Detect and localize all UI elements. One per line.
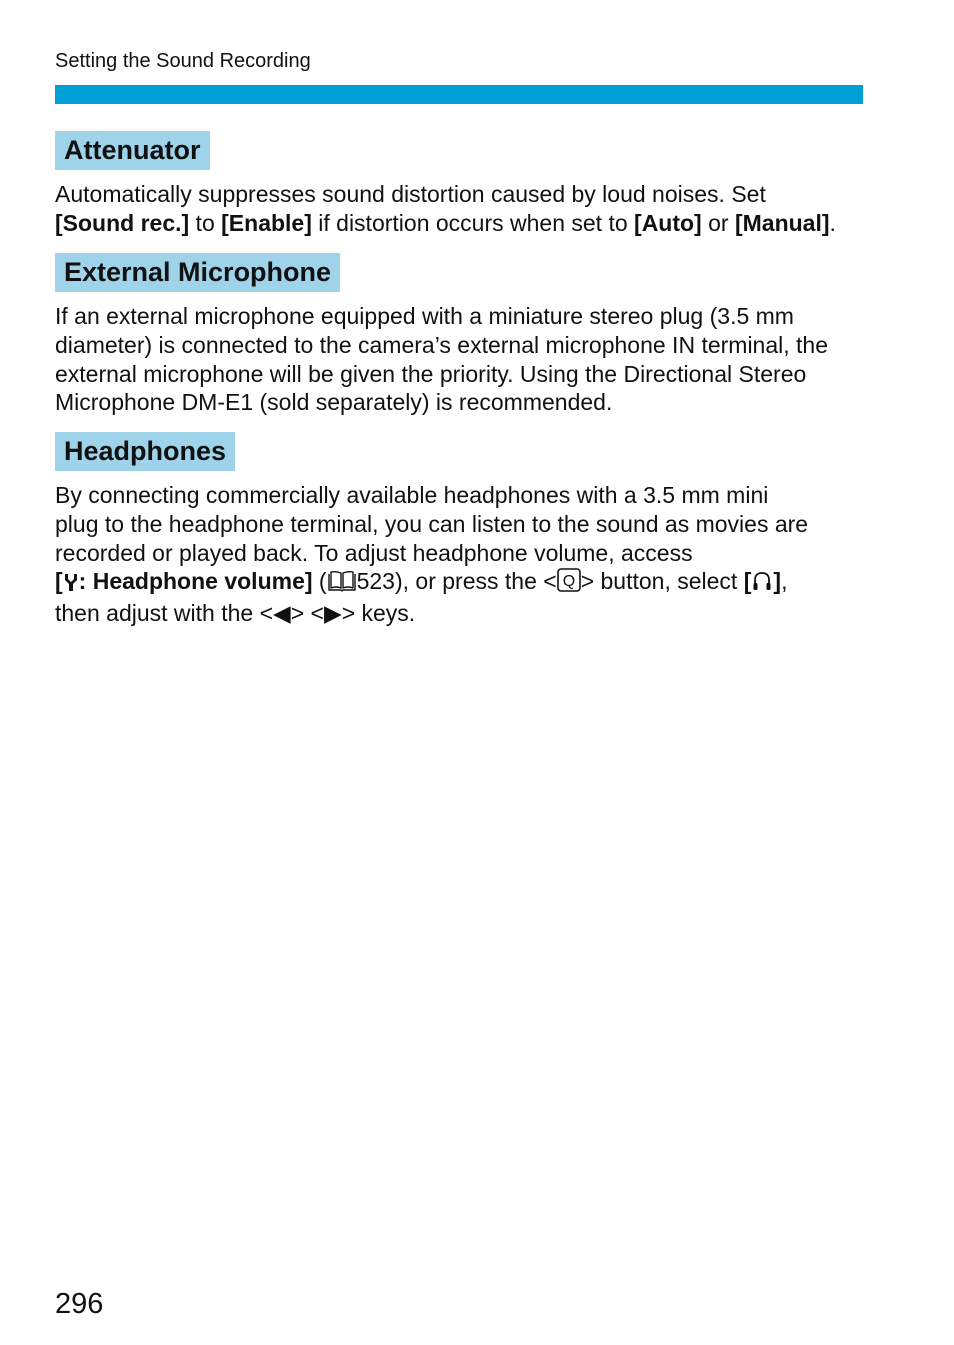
sound-rec-setting: [Sound rec.] bbox=[55, 209, 190, 236]
bracket-open: [ bbox=[55, 568, 63, 595]
book-icon bbox=[327, 570, 357, 599]
ext-mic-line-3: external microphone will be given the priority. Using the Directional Stereo bbox=[55, 360, 807, 387]
headphone-icon bbox=[751, 570, 773, 599]
text-keys: > keys. bbox=[341, 600, 416, 627]
headphone-volume-setting: : Headphone volume] bbox=[78, 568, 313, 595]
ext-mic-line-1: If an external microphone equipped with a miniature stereo plug (3.5 mm bbox=[55, 303, 794, 329]
bracket-open-2: [ bbox=[743, 568, 752, 595]
text-press: ), or press the < bbox=[394, 568, 557, 595]
section-heading-attenuator: Attenuator bbox=[55, 131, 210, 170]
right-arrow-icon: ▶ bbox=[323, 600, 342, 627]
text-or: or bbox=[701, 209, 735, 236]
attenuator-paragraph bbox=[55, 180, 875, 238]
wrench-icon bbox=[63, 570, 79, 599]
section-heading-headphones: Headphones bbox=[55, 432, 235, 471]
section-heading-external-microphone: External Microphone bbox=[55, 253, 340, 292]
left-arrow-icon: ◀ bbox=[273, 600, 291, 627]
text-period: . bbox=[829, 209, 836, 236]
headphones-line-1: By connecting commercially available headphones with a 3.5 mm mini bbox=[55, 482, 769, 508]
enable-option: [Enable] bbox=[221, 209, 312, 236]
text-between: > < bbox=[290, 600, 324, 627]
text-then: then adjust with the < bbox=[55, 600, 274, 627]
paren-open: ( bbox=[312, 568, 327, 595]
text-if: if distortion occurs when set to bbox=[311, 209, 635, 236]
text-comma: , bbox=[781, 568, 788, 595]
headphones-line-5 bbox=[55, 599, 875, 628]
header-bar bbox=[55, 85, 863, 104]
headphones-line-2: plug to the headphone terminal, you can listen to the sound as movies are bbox=[55, 510, 809, 537]
auto-option: [Auto] bbox=[634, 209, 702, 236]
running-header: Setting the Sound Recording bbox=[55, 50, 311, 72]
manual-option: [Manual] bbox=[734, 209, 830, 236]
ext-mic-line-4: Microphone DM-E1 (sold separately) is recommended. bbox=[55, 389, 613, 416]
text-to: to bbox=[189, 209, 222, 236]
headphones-paragraph bbox=[55, 481, 875, 628]
attenuator-line-2 bbox=[55, 209, 875, 238]
attenuator-line-1: Automatically suppresses sound distortion caused by loud noises. Set bbox=[55, 181, 766, 207]
text-button-select: > button, select bbox=[580, 568, 744, 595]
ext-mic-line-2: diameter) is connected to the camera’s external microphone IN terminal, the bbox=[55, 331, 829, 358]
headphones-line-3: recorded or played back. To adjust headphone volume, access bbox=[55, 539, 693, 566]
q-button-label: Q bbox=[562, 573, 575, 591]
page-number: 296 bbox=[55, 1288, 104, 1320]
q-button-icon bbox=[557, 568, 581, 599]
external-microphone-paragraph bbox=[55, 302, 875, 417]
bracket-close: ] bbox=[773, 568, 782, 595]
headphones-line-4 bbox=[55, 567, 875, 599]
page-reference: 523 bbox=[356, 568, 395, 595]
